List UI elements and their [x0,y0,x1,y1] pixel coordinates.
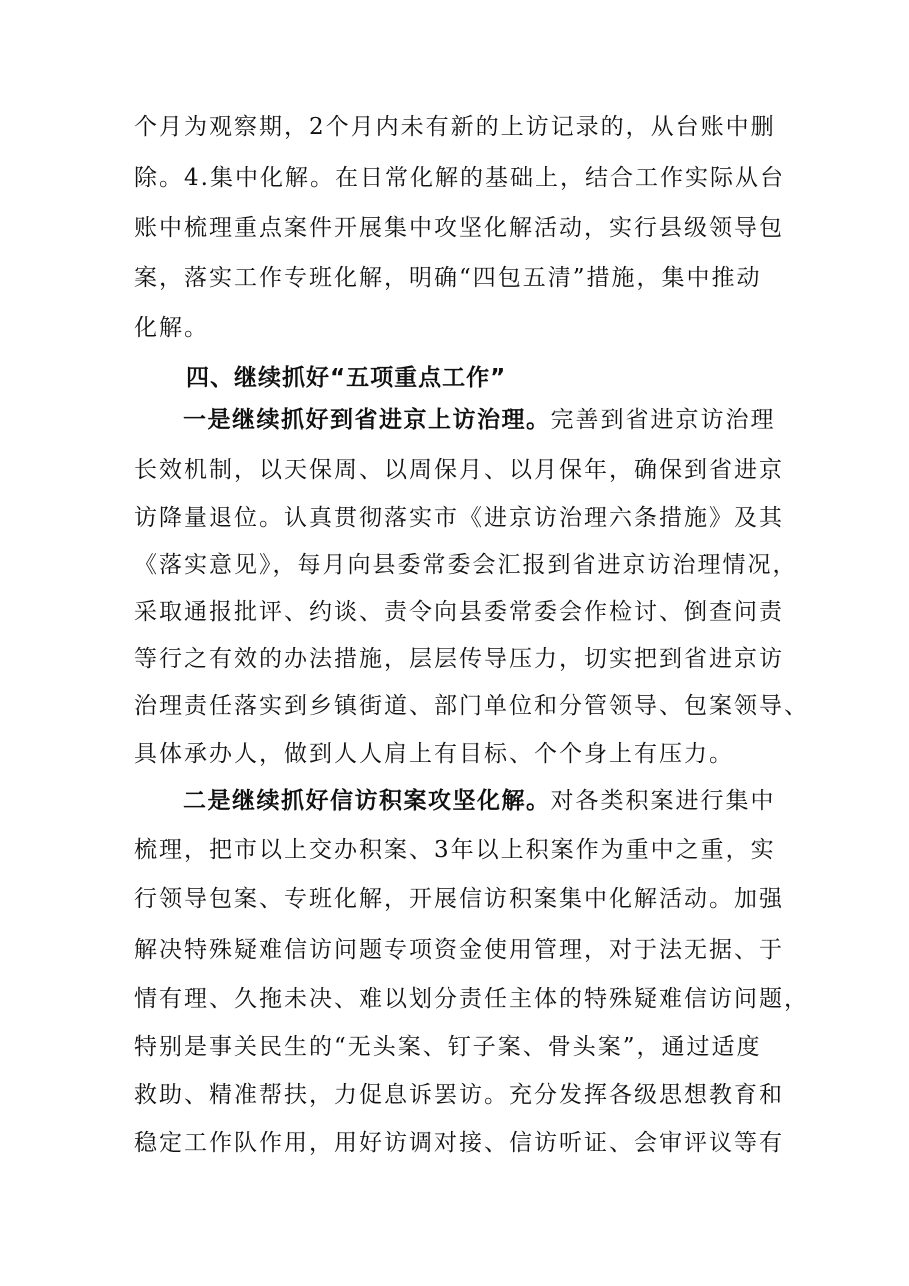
paragraph-line: 除。4.集中化解。在日常化解的基础上，结合工作实际从台 [134,165,785,191]
paragraph-line: 采取通报批评、约谈、责令向县委常委会作检讨、倒查问责 [134,599,784,625]
item1-first-line-rest: 完善到省进京访治理 [550,407,776,433]
paragraph-line: 《落实意见》，每月向县委常委会汇报到省进京访治理情况， [134,552,798,578]
item2-lead: 二是继续抓好信访积案攻坚化解。 [183,788,551,814]
paragraph-line: 解决特殊疑难信访问题专项资金使用管理，对于法无据、于 [134,937,784,963]
paragraph-line: 案，落实工作专班化解，明确“四包五清”措施，集中推动 [134,265,762,291]
section-heading: 四、继续抓好“五项重点工作” [186,365,507,391]
paragraph-line: 具体承办人，做到人人肩上有目标、个个身上有压力。 [134,741,734,767]
item2-first-line-rest: 对各类积案进行集中 [550,788,776,814]
paragraph-line: 长效机制，以天保周、以周保月、以月保年，确保到省进京 [134,457,784,483]
paragraph-line: 访降量退位。认真贯彻落实市《进京访治理六条措施》及其 [134,505,784,531]
paragraph-line: 治理责任落实到乡镇街道、部门单位和分管领导、包案领导、 [134,693,809,719]
paragraph-line: 个月为观察期，2个月内未有新的上访记录的，从台账中删 [134,114,776,140]
paragraph-line: 稳定工作队作用，用好访调对接、信访听证、会审评议等有 [134,1130,784,1156]
item1-lead: 一是继续抓好到省进京上访治理。 [183,407,551,433]
paragraph-line: 救助、精准帮扶，力促息诉罢访。充分发挥各级思想教育和 [134,1082,784,1108]
paragraph-line: 梳理，把市以上交办积案、3年以上积案作为重中之重，实 [134,837,776,863]
paragraph-line: 账中梳理重点案件开展集中攻坚化解活动，实行县级领导包 [134,215,784,241]
paragraph-line: 等行之有效的办法措施，层层传导压力，切实把到省进京访 [134,646,784,672]
item1-first-line [183,404,776,436]
paragraph-line: 特别是事关民生的“无头案、钉子案、骨头案”，通过适度 [134,1034,762,1060]
paragraph-line: 化解。 [134,315,209,341]
item2-first-line [183,785,776,817]
paragraph-line: 行领导包案、专班化解，开展信访积案集中化解活动。加强 [134,886,784,912]
paragraph-line: 情有理、久拖未决、难以划分责任主体的特殊疑难信访问题， [134,986,809,1012]
